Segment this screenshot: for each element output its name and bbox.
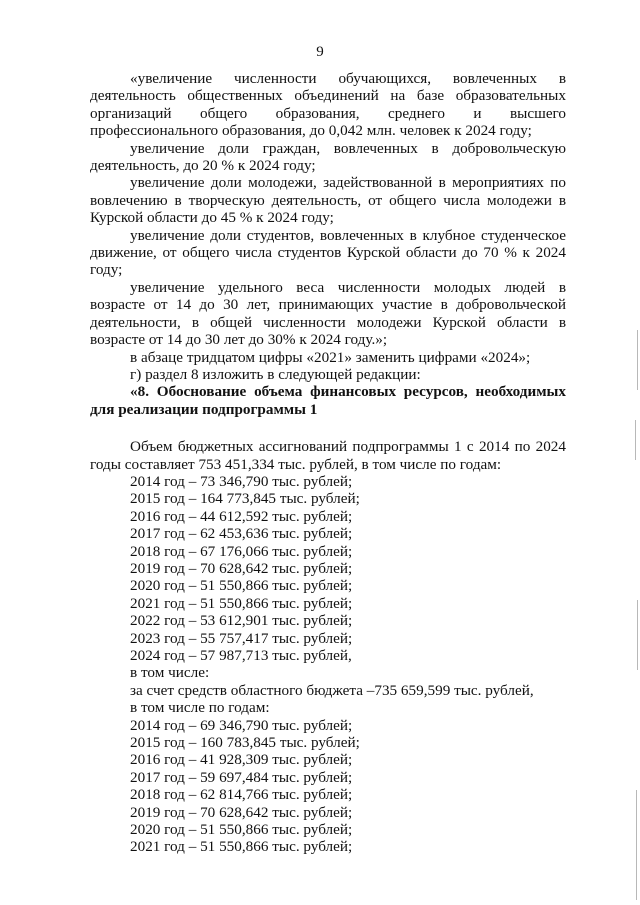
year-total-line: 2020 год – 51 550,866 тыс. рублей; xyxy=(130,577,353,595)
scan-mark xyxy=(635,420,636,460)
in-that-number-label: в том числе: xyxy=(130,664,210,682)
year-regional-line: 2015 год – 160 783,845 тыс. рублей; xyxy=(130,734,360,752)
years-regional-list xyxy=(90,717,566,856)
scan-edge-marks xyxy=(630,0,638,905)
year-regional-line: 2014 год – 69 346,790 тыс. рублей; xyxy=(130,716,353,734)
paragraph-creative-youth: увеличение доли молодежи, задействованной в мероприятиях по вовлечению в творческую деятельность, от общего числа молодежи в Курской области до 45 % к 2024 году; xyxy=(90,174,566,227)
paragraph-students-associations: «увеличение численности обучающихся, вовлеченных в деятельность общественных объединений на базе образовательных организаций общего образования, среднего и высшего профессионального образования, до 0,042 млн. человек к 2024 году; xyxy=(90,70,566,140)
year-regional-line: 2016 год – 41 928,309 тыс. рублей; xyxy=(130,751,353,769)
year-total-line: 2021 год – 51 550,866 тыс. рублей; xyxy=(130,594,353,612)
year-regional-line: 2020 год – 51 550,866 тыс. рублей; xyxy=(130,821,353,839)
year-total-line: 2022 год – 53 612,901 тыс. рублей; xyxy=(130,612,353,630)
year-total-line: 2017 год – 62 453,636 тыс. рублей; xyxy=(130,525,353,543)
scan-mark xyxy=(637,600,638,670)
scan-mark xyxy=(636,790,637,900)
document-body xyxy=(90,70,566,856)
scan-mark xyxy=(637,330,638,390)
year-regional-line: 2017 год – 59 697,484 тыс. рублей; xyxy=(130,768,353,786)
year-total-line: 2016 год – 44 612,592 тыс. рублей; xyxy=(130,507,353,525)
paragraph-volunteer-share: увеличение доли граждан, вовлеченных в добровольческую деятельность, до 20 % к 2024 году; xyxy=(90,139,566,175)
year-total-line: 2015 год – 164 773,845 тыс. рублей; xyxy=(130,490,360,508)
in-that-number-by-years-label: в том числе по годам: xyxy=(130,699,270,717)
years-total-list xyxy=(90,473,566,664)
year-regional-line: 2021 год – 51 550,866 тыс. рублей; xyxy=(130,838,353,856)
year-total-line: 2014 год – 73 346,790 тыс. рублей; xyxy=(130,472,353,490)
budget-intro: Объем бюджетных ассигнований подпрограммы 1 с 2014 по 2024 годы составляет 753 451,334 тыс. рублей, в том числе по годам: xyxy=(90,438,566,473)
paragraph-section-8-intro: г) раздел 8 изложить в следующей редакции: xyxy=(130,365,421,383)
paragraph-young-volunteers: увеличение удельного веса численности молодых людей в возрасте от 14 до 30 лет, принимающих участие в добровольческой деятельности, в общей численности молодежи Курской области в возрасте от 14 до 30 лет до 30% к 2024 году.»; xyxy=(90,278,566,349)
year-total-line: 2024 год – 57 987,713 тыс. рублей, xyxy=(130,647,352,664)
year-total-line: 2019 год – 70 628,642 тыс. рублей; xyxy=(130,559,353,577)
paragraph-replace-year: в абзаце тридцатом цифры «2021» заменить цифрами «2024»; xyxy=(130,348,531,366)
year-regional-line: 2019 год – 70 628,642 тыс. рублей; xyxy=(130,803,353,821)
year-total-line: 2023 год – 55 757,417 тыс. рублей; xyxy=(130,629,353,647)
year-regional-line: 2018 год – 62 814,766 тыс. рублей; xyxy=(130,786,353,804)
regional-budget-line: за счет средств областного бюджета –735 659,599 тыс. рублей, xyxy=(130,681,534,699)
section-heading: «8. Обоснование объема финансовых ресурсов, необходимых для реализации подпрограммы 1 xyxy=(90,383,566,418)
year-total-line: 2018 год – 67 176,066 тыс. рублей; xyxy=(130,542,353,560)
paragraph-student-clubs: увеличение доли студентов, вовлеченных в клубное студенческое движение, от общего числа студентов Курской области до 70 % к 2024 году; xyxy=(90,226,566,279)
page-number: 9 xyxy=(316,44,324,60)
